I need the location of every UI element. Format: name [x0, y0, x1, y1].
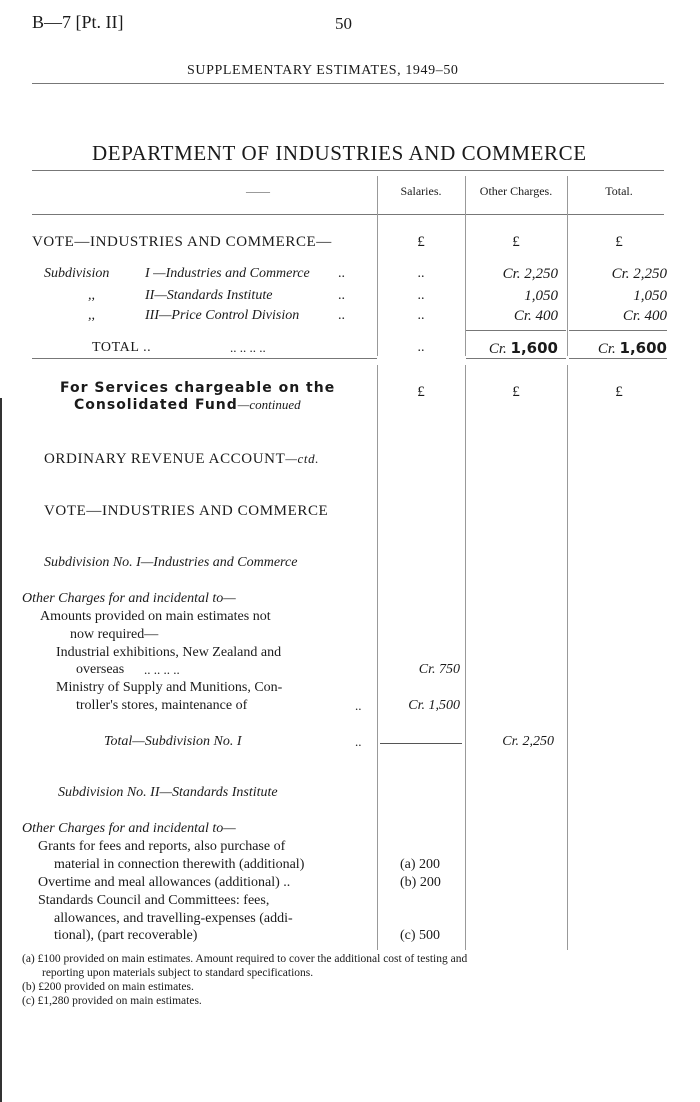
- subdiv2-item1-line1: Grants for fees and reports, also purchase of: [38, 839, 286, 854]
- subdiv1-item1-dots: .. .. .. ..: [144, 662, 180, 677]
- subdiv1-item1-value: Cr. 750: [418, 662, 460, 677]
- subdiv1-item2-value: Cr. 1,500: [408, 698, 460, 713]
- summary-row-label-a: ,,: [88, 308, 95, 323]
- subdiv1-item2-dots: ..: [355, 698, 362, 713]
- summary-row-other: 1,050: [524, 288, 558, 304]
- subdiv2-item3-line3: tional), (part recoverable): [54, 928, 198, 943]
- col-header-rule: [32, 214, 664, 215]
- summary-row-label-b: III—Price Control Division: [145, 308, 300, 323]
- subdiv2-item3-line1: Standards Council and Committees: fees,: [38, 893, 270, 908]
- subdiv2-heading: Subdivision No. II—Standards Institute: [58, 785, 278, 800]
- services-line1: For Services chargeable on the: [60, 380, 336, 396]
- subdiv1-item2-line1: Ministry of Supply and Munitions, Con-: [56, 680, 283, 695]
- summary-row-other: Cr. 400: [513, 308, 558, 324]
- ordinary-revenue-heading: [44, 451, 319, 468]
- subdiv2-item3-line2: allowances, and travelling-expenses (addi-: [54, 911, 293, 926]
- summary-total-total-value: 1,600: [619, 339, 667, 357]
- ordinary-revenue-text: ORDINARY REVENUE ACCOUNT: [44, 451, 286, 467]
- subdiv1-amounts-line2: now required—: [70, 627, 159, 642]
- footnote-c: (c) £1,280 provided on main estimates.: [22, 995, 202, 1007]
- summary-bottom-rule-other: [466, 358, 566, 359]
- subdiv1-total-value: Cr. 2,250: [502, 734, 554, 749]
- detail-col-sep-3: [567, 365, 568, 950]
- col-header-other-charges: Other Charges.: [479, 184, 553, 198]
- left-margin-bar: [0, 398, 2, 1102]
- summary-currency-total: £: [615, 234, 623, 250]
- detail-col-sep-1: [377, 365, 378, 950]
- services-line2: [74, 397, 301, 414]
- footnote-a-line2: reporting upon materials subject to standard specifications.: [42, 967, 314, 979]
- subdiv1-total-label: Total—Subdivision No. I: [104, 734, 242, 749]
- page-ref: B—7 [Pt. II]: [32, 12, 124, 32]
- summary-row-label-b: II—Standards Institute: [145, 288, 273, 303]
- summary-total-total: [569, 339, 667, 358]
- subdiv2-item2-value: (b) 200: [400, 875, 441, 890]
- ordinary-revenue-ctd: —ctd.: [285, 451, 320, 466]
- header-rule: [32, 83, 664, 84]
- running-title: SUPPLEMENTARY ESTIMATES, 1949–50: [187, 63, 459, 78]
- subdiv1-item1-line1: Industrial exhibitions, New Zealand and: [56, 645, 282, 660]
- footnote-a-line1: (a) £100 provided on main estimates. Amount required to cover the additional cost of testing and: [22, 953, 468, 965]
- footnote-b: (b) £200 provided on main estimates.: [22, 981, 194, 993]
- summary-row-other: Cr. 2,250: [502, 266, 558, 282]
- col-header-total: Total.: [605, 184, 633, 198]
- detail-col-sep-2: [465, 365, 466, 950]
- subdiv1-item2-line2: troller's stores, maintenance of: [76, 698, 248, 713]
- summary-row-dots: ..: [338, 288, 345, 303]
- subdiv2-item1-value: (a) 200: [400, 857, 441, 872]
- subdiv1-total-rule: [380, 743, 462, 744]
- summary-row-label-a: ,,: [88, 288, 95, 303]
- summary-total-other-value: 1,600: [510, 339, 558, 357]
- services-consolidated-fund: Consolidated Fund: [74, 397, 238, 413]
- subdiv2-item1-line2: material in connection therewith (additional): [54, 857, 305, 872]
- summary-total-total-prefix: Cr.: [597, 341, 616, 357]
- col-sep-3: [567, 176, 568, 356]
- summary-row-total: Cr. 2,250: [611, 266, 667, 282]
- summary-total-salaries: ..: [417, 340, 425, 355]
- summary-vote-title: VOTE—INDUSTRIES AND COMMERCE—: [32, 234, 332, 250]
- subdiv1-heading: Subdivision No. I—Industries and Commerce: [44, 555, 298, 570]
- summary-row-dots: ..: [338, 308, 345, 323]
- detail-currency-salaries: £: [417, 384, 425, 400]
- subdiv1-amounts-line1: Amounts provided on main estimates not: [40, 609, 271, 624]
- summary-row-total: Cr. 400: [622, 308, 667, 324]
- title-rule: [32, 170, 664, 171]
- summary-total-other-prefix: Cr.: [488, 341, 507, 357]
- subdiv2-item3-value: (c) 500: [400, 928, 441, 943]
- page-number: 50: [335, 14, 352, 33]
- subdiv1-total-dots: ..: [355, 734, 362, 749]
- summary-row-salaries: ..: [417, 288, 425, 303]
- blank-col-header: ——: [246, 184, 270, 198]
- subdiv1-other-charges: Other Charges for and incidental to—: [22, 591, 236, 606]
- col-header-salaries: Salaries.: [400, 184, 442, 198]
- summary-row-salaries: ..: [417, 266, 425, 281]
- summary-row-salaries: ..: [417, 308, 425, 323]
- detail-currency-total: £: [615, 384, 623, 400]
- summary-row-label-a: Subdivision: [44, 266, 110, 281]
- subdiv1-item1-line2: overseas: [76, 662, 125, 677]
- subtotal-rule-other: [466, 330, 566, 331]
- summary-bottom-rule: [32, 358, 377, 359]
- summary-currency-other: £: [512, 234, 520, 250]
- services-continued: —continued: [237, 397, 301, 412]
- summary-total-other: [466, 339, 558, 358]
- summary-total-label: TOTAL ..: [92, 340, 152, 355]
- subtotal-rule-total: [569, 330, 667, 331]
- summary-total-dots: .. .. .. ..: [230, 340, 266, 355]
- subdiv2-item2-line1: Overtime and meal allowances (additional) ..: [38, 875, 291, 890]
- detail-currency-other: £: [512, 384, 520, 400]
- summary-row-label-b: I —Industries and Commerce: [145, 266, 310, 281]
- summary-row-dots: ..: [338, 266, 345, 281]
- department-title: DEPARTMENT OF INDUSTRIES AND COMMERCE: [92, 141, 587, 165]
- summary-currency-salaries: £: [417, 234, 425, 250]
- subdiv2-other-charges: Other Charges for and incidental to—: [22, 821, 236, 836]
- detail-vote-title: VOTE—INDUSTRIES AND COMMERCE: [44, 503, 329, 519]
- summary-bottom-rule-total: [569, 358, 667, 359]
- summary-row-total: 1,050: [633, 288, 667, 304]
